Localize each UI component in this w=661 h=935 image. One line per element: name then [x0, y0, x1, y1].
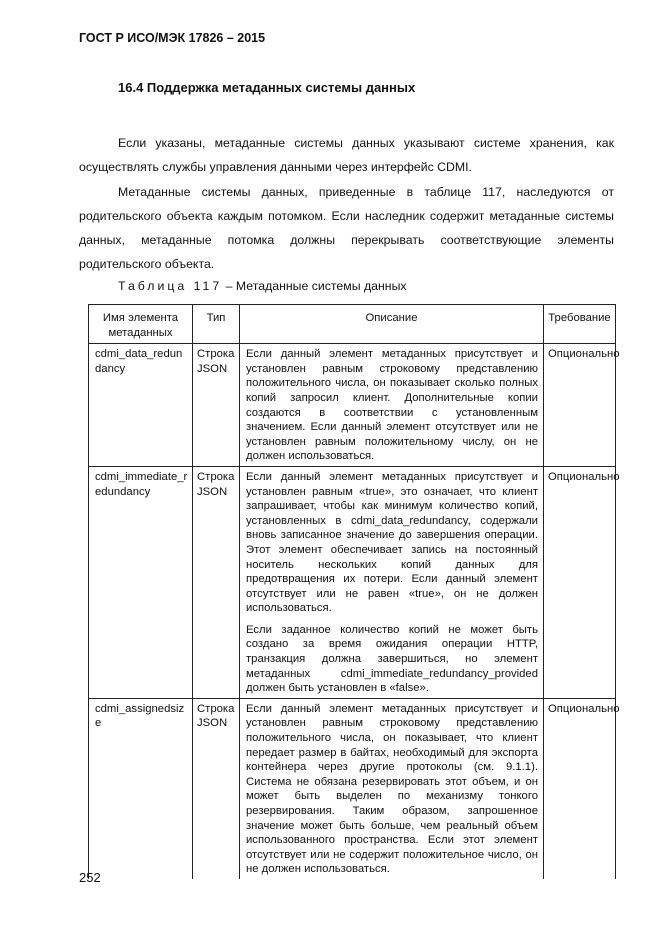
header-requirement: Требование — [544, 305, 616, 344]
cell-name: cdmi_immediate_redundancy — [89, 466, 193, 698]
section-title: 16.4 Поддержка метаданных системы данных — [118, 80, 416, 95]
metadata-table — [88, 304, 620, 879]
paragraph-2-text: Метаданные системы данных, приведенные в таблице 117, наследуются от родительского объекта каждым потомком. Если наследник содержит метаданные системы данных, метаданные потомка должны перекрывать соответствующие элементы родительского объекта. — [79, 185, 614, 271]
table-row — [89, 698, 616, 879]
table-row — [89, 344, 616, 467]
header-type: Тип — [193, 305, 240, 344]
paragraph-2 — [79, 180, 614, 276]
table-header-row — [89, 305, 616, 344]
cell-requirement: Опционально — [544, 698, 616, 879]
page-number: 252 — [79, 870, 101, 885]
cell-description — [240, 698, 544, 879]
header-description: Описание — [240, 305, 544, 344]
description-text: Если данный элемент метаданных присутствует и установлен равным строковому представлению положительного числа, он показывает сколько полных копий запросил клиент. Дополнительные копии создаются в соответствии с установленным значением. Если данный элемент отсутствует или не установлен равным положительному числу, он не должен использоваться. — [246, 348, 538, 463]
cell-requirement: Опционально — [544, 344, 616, 467]
paragraph-1 — [79, 131, 614, 179]
cell-name: cdmi_assignedsize — [89, 698, 193, 879]
cell-name: cdmi_data_redundancy — [89, 344, 193, 467]
table-caption — [118, 279, 407, 293]
table-row — [89, 466, 616, 698]
table-caption-title: – Метаданные системы данных — [225, 279, 407, 293]
header-name: Имя элемента метаданных — [89, 305, 193, 344]
description-text: Если данный элемент метаданных присутствует и установлен равным строковому представлению положительного числа, он показывает, что клиент передает размер в байтах, необходимый для экспорта контейнера через другие протоколы (см. 9.1.1). Система не обязана резервировать этот объем, и он может быть выделен по механизму тонкого резервирования. Таким образом, запрошенное значение может быть больше, чем реальный объем использованного пространства. Если этот элемент отсутствует или не содержит положительное число, он не должен использоваться. — [246, 702, 538, 876]
cell-description — [240, 344, 544, 467]
cell-type: Строка JSON — [193, 698, 240, 879]
paragraph-1-text: Если указаны, метаданные системы данных указывают системе хранения, как осуществлять службы управления данными через интерфейс CDMI. — [79, 136, 614, 174]
cell-type: Строка JSON — [193, 344, 240, 467]
cell-type: Строка JSON — [193, 466, 240, 698]
document-header: ГОСТ Р ИСО/МЭК 17826 – 2015 — [79, 31, 266, 45]
description-text-2: Если заданное количество копий не может быть создано за время ожидания операции HTTP, транзакция должна завершиться, но элемент метаданных cdmi_immediate_redundancy_provided должен быть установлен в «false». — [246, 623, 538, 695]
cell-description — [240, 466, 544, 698]
table-caption-label: Таблица 117 — [118, 279, 223, 293]
description-text: Если данный элемент метаданных присутствует и установлен равным «true», это означает, что клиент запрашивает, чтобы как минимум количество копий, установленных в cdmi_data_redundancy, содержали вновь записанное значение до завершения операции. Этот элемент обеспечивает запись на постоянный носитель нескольких копий данных для предотвращения их потери. Если данный элемент отсутствует или не равен «true», он не должен использоваться. — [246, 470, 538, 615]
cell-requirement: Опционально — [544, 466, 616, 698]
